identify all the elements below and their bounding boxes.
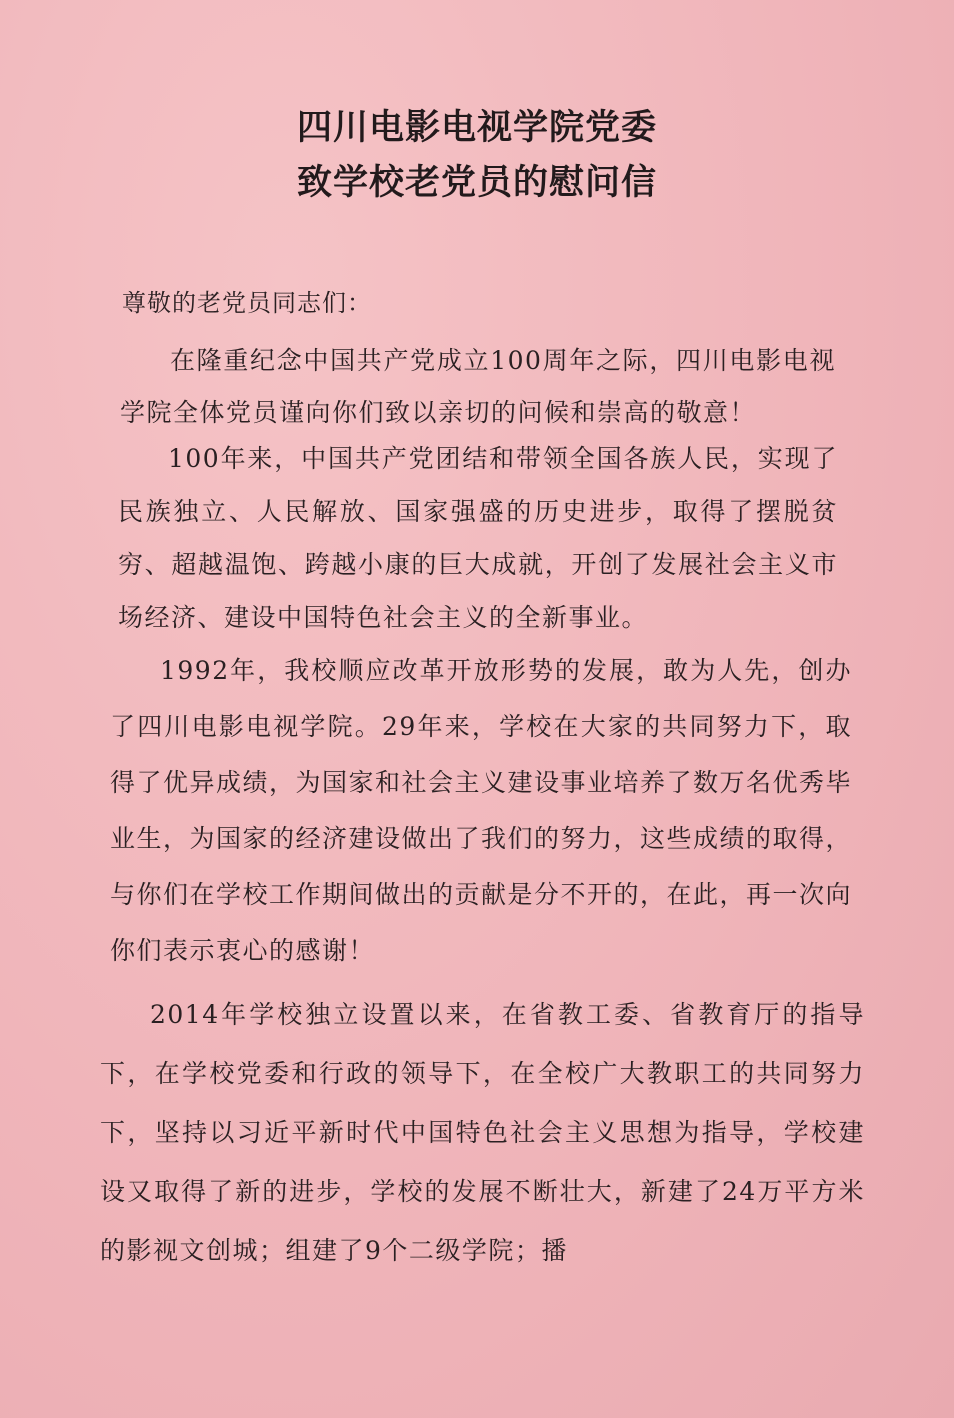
salutation: 尊敬的老党员同志们： [122, 289, 372, 317]
letter-title-line-2: 致学校老党员的慰问信 [296, 162, 657, 203]
letter-title-line-1: 四川电影电视学院党委 [296, 107, 657, 148]
paragraph-2: 100年来，中国共产党团结和带领全国各族人民，实现了民族独立、人民解放、国家强盛的历史进步，取得了摆脱贫穷、超越温饱、跨越小康的巨大成就，开创了发展社会主义市场经济、建设中国特色社会主义的全新事业。 [118, 444, 838, 632]
paragraph-4: 2014年学校独立设置以来，在省教工委、省教育厅的指导下，在学校党委和行政的领导下，在全校广大教职工的共同努力下，坚持以习近平新时代中国特色社会主义思想为指导，学校建设又取得了新的进步，学校的发展不断壮大，新建了24万平方米的影视文创城；组建了9个二级学院；播 [100, 1000, 865, 1265]
paragraph-1: 在隆重纪念中国共产党成立100周年之际，四川电影电视学院全体党员谨向你们致以亲切的问候和崇高的敬意！ [120, 346, 836, 427]
paragraph-3: 1992年，我校顺应改革开放形势的发展，敢为人先，创办了四川电影电视学院。29年来，学校在大家的共同努力下，取得了优异成绩，为国家和社会主义建设事业培养了数万名优秀毕业生，为国家的经济建设做出了我们的努力，这些成绩的取得，与你们在学校工作期间做出的贡献是分不开的，在此，再一次向你们表示衷心的感谢！ [110, 656, 853, 965]
